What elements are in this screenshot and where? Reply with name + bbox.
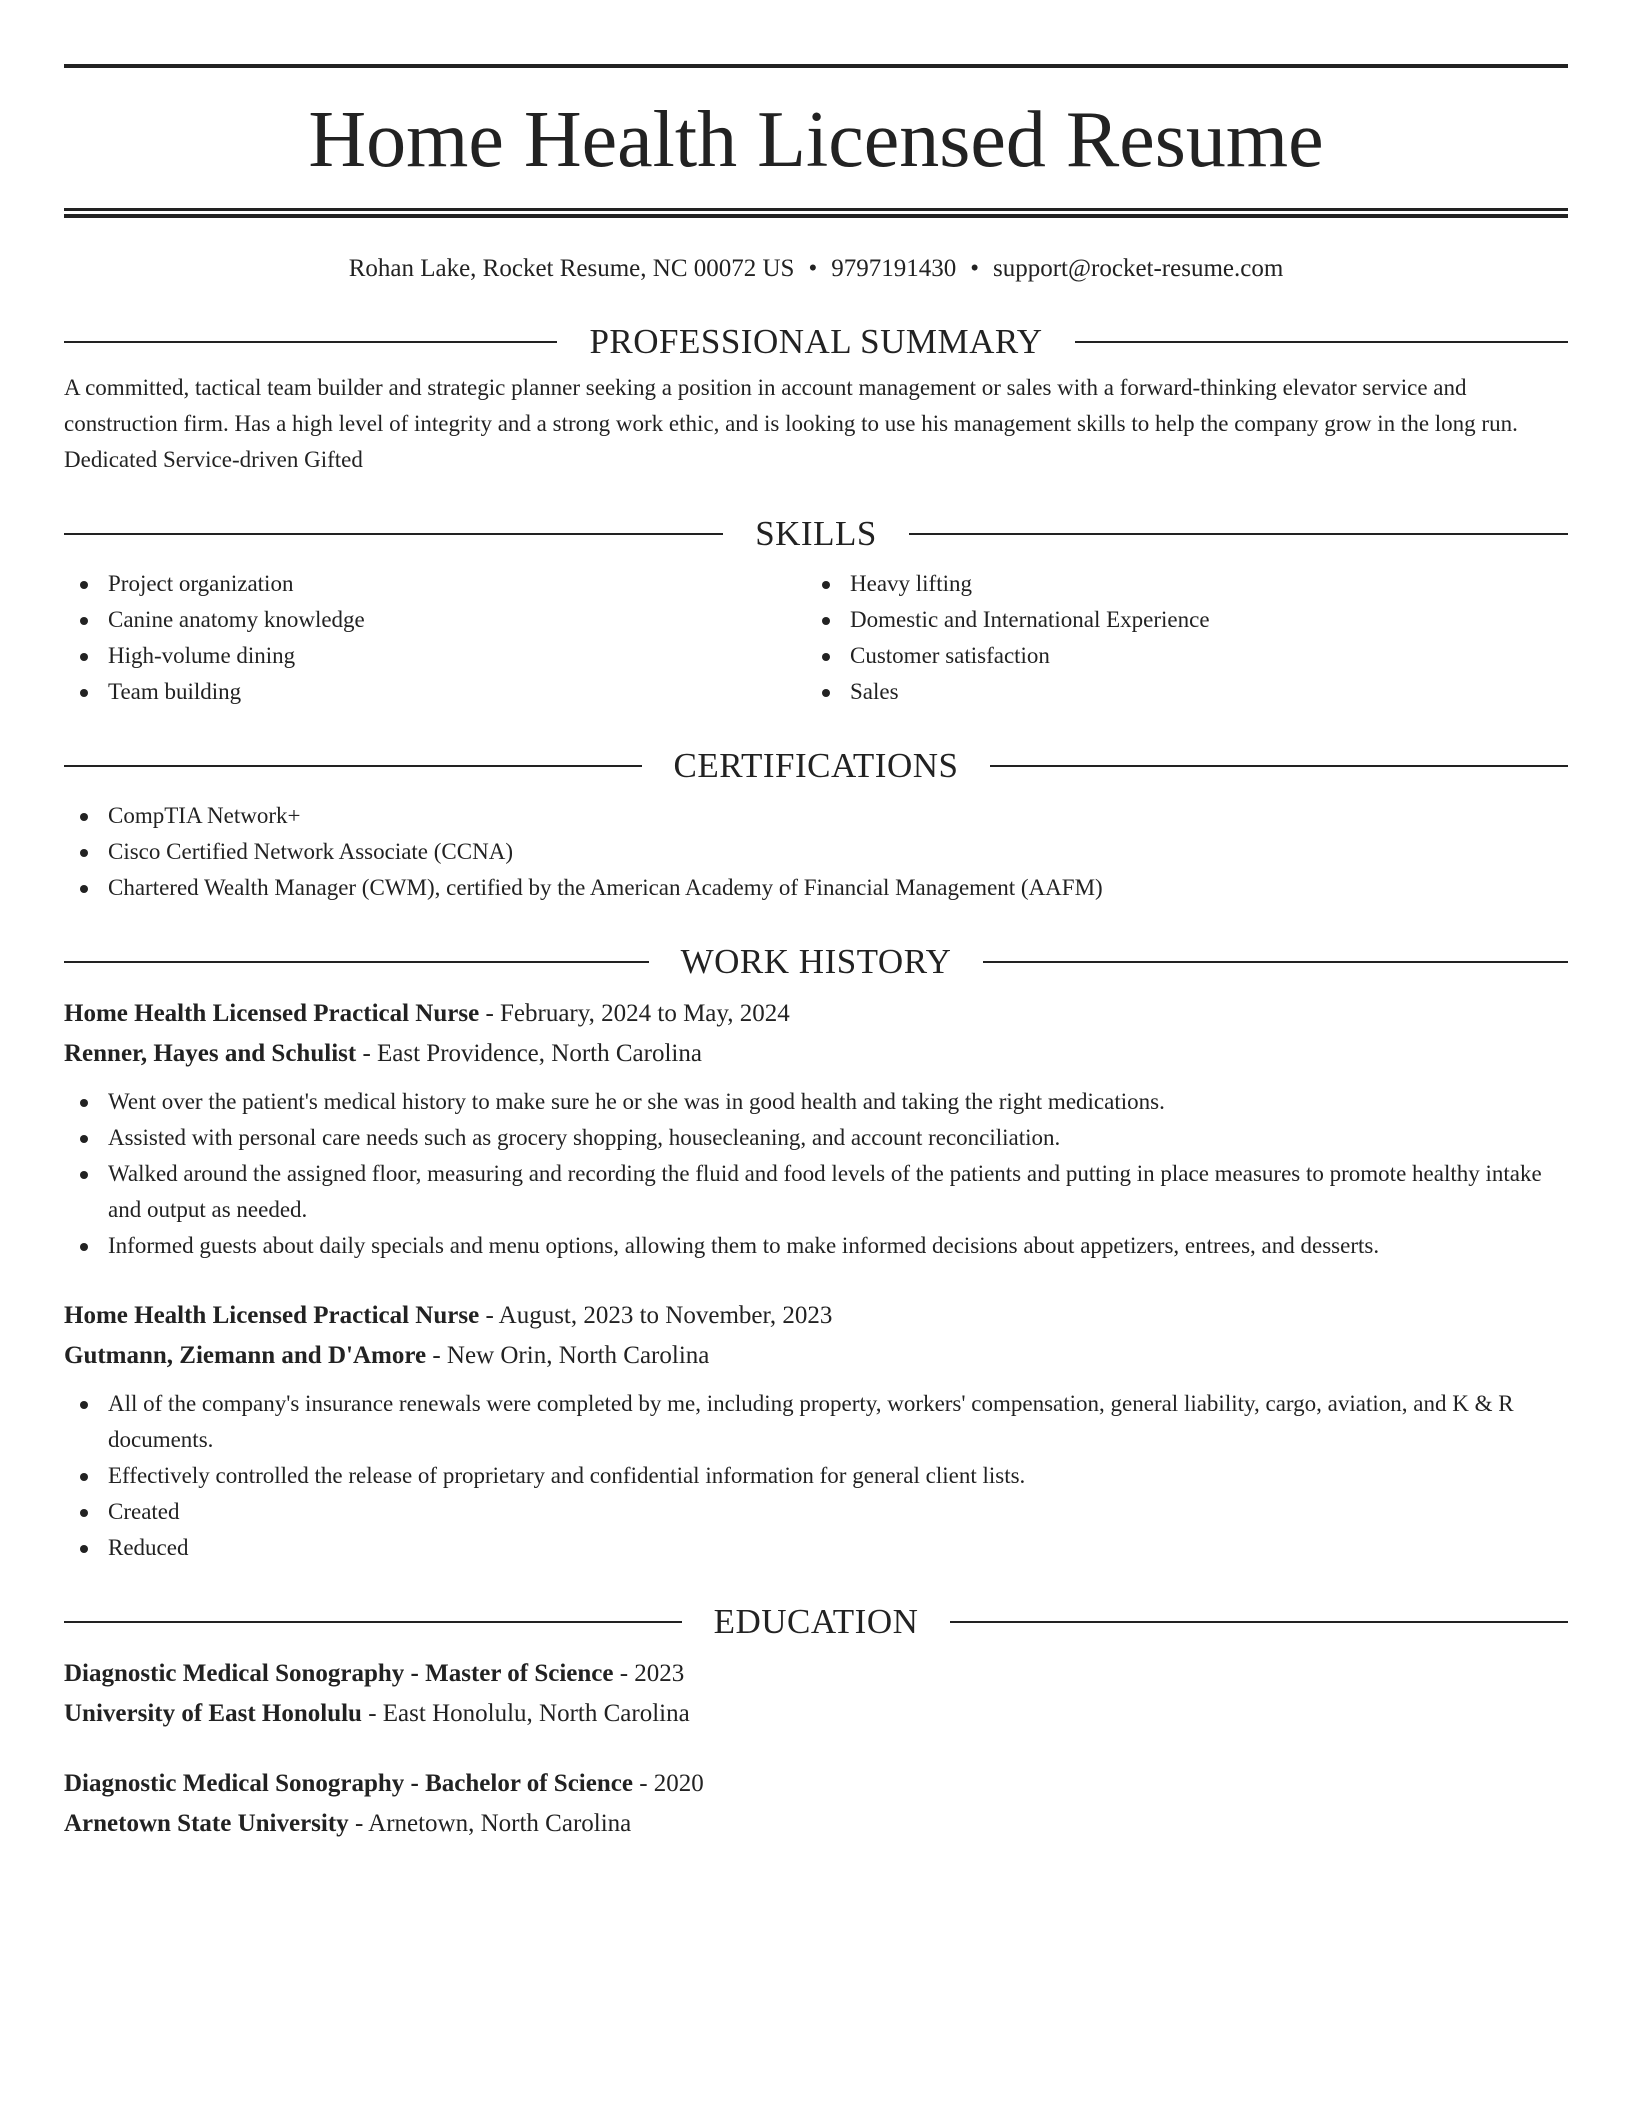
section-rule (950, 1621, 1568, 1623)
contact-line (64, 252, 1568, 286)
job-duties (64, 1084, 1568, 1264)
job-company-line (64, 1034, 1568, 1074)
education-year: - 2023 (613, 1660, 685, 1687)
section-title: WORK HISTORY (680, 942, 952, 981)
education-school: University of East Honolulu (64, 1700, 362, 1727)
job-duty-item: Walked around the assigned floor, measuring and recording the fluid and food levels of the patients and putting in place measures to promote healthy intake and output as needed. (64, 1156, 1568, 1228)
job-title-line (64, 994, 1568, 1034)
section-rule (64, 341, 557, 343)
job-duty-item: Effectively controlled the release of proprietary and confidential information for general client lists. (64, 1458, 1568, 1494)
section-heading-certifications (64, 744, 1568, 788)
section-rule (64, 533, 723, 535)
skill-item: High-volume dining (64, 638, 806, 674)
education-location: - East Honolulu, North Carolina (361, 1700, 690, 1727)
skill-item: Project organization (64, 566, 806, 602)
section-title: CERTIFICATIONS (673, 746, 959, 785)
section-title: EDUCATION (713, 1602, 919, 1641)
certification-item: CompTIA Network+ (64, 798, 1568, 834)
section-rule (990, 765, 1568, 767)
job-duty-item: Went over the patient's medical history to make sure he or she was in good health and taking the right medications. (64, 1084, 1568, 1120)
skills-list-left (64, 566, 806, 710)
section-heading-skills (64, 512, 1568, 556)
section-rule (64, 765, 642, 767)
skill-item: Domestic and International Experience (806, 602, 1548, 638)
education-degree-line (64, 1764, 1568, 1804)
skill-item: Heavy lifting (806, 566, 1548, 602)
job-dates: - August, 2023 to November, 2023 (479, 1302, 833, 1329)
job-location: - East Providence, North Carolina (356, 1040, 702, 1067)
job-duties (64, 1386, 1568, 1566)
education-degree: Diagnostic Medical Sonography - Master of Science (64, 1660, 614, 1687)
section-rule (909, 533, 1568, 535)
section-rule (64, 1621, 682, 1623)
summary-text: A committed, tactical team builder and strategic planner seeking a position in account management or sales with a forward-thinking elevator service and construction firm. Has a high level of integrity and a strong work ethic, and is looking to use his management skills to help the company grow in the long run. Dedicated Service-driven Gifted (64, 375, 1518, 472)
skill-item: Sales (806, 674, 1548, 710)
education-entry (64, 1764, 1568, 1844)
section-heading-education (64, 1600, 1568, 1644)
resume-title: Home Health Licensed Resume (308, 96, 1324, 184)
job-company: Gutmann, Ziemann and D'Amore (64, 1342, 427, 1369)
job-duty-item: Assisted with personal care needs such as grocery shopping, housecleaning, and account reconciliation. (64, 1120, 1568, 1156)
education-year: - 2020 (632, 1770, 704, 1797)
job-title: Home Health Licensed Practical Nurse (64, 1000, 480, 1027)
education-degree: Diagnostic Medical Sonography - Bachelor of Science (64, 1770, 633, 1797)
contact-phone: 9797191430 (831, 255, 957, 282)
certification-item: Chartered Wealth Manager (CWM), certified by the American Academy of Financial Management (AAFM) (64, 870, 1568, 906)
skills-grid (64, 566, 1568, 710)
skill-item: Customer satisfaction (806, 638, 1548, 674)
job-duty-item: Reduced (64, 1530, 1568, 1566)
section-rule (983, 961, 1568, 963)
contact-email: support@rocket-resume.com (993, 255, 1284, 282)
job-entry (64, 1296, 1568, 1566)
job-title-line (64, 1296, 1568, 1336)
section-rule (1075, 341, 1568, 343)
contact-separator: • (808, 255, 818, 282)
contact-address: Rohan Lake, Rocket Resume, NC 00072 US (348, 255, 795, 282)
education-location: - Arnetown, North Carolina (348, 1810, 632, 1837)
section-heading-summary (64, 320, 1568, 364)
education-degree-line (64, 1654, 1568, 1694)
section-title: SKILLS (755, 514, 877, 553)
top-rule (64, 64, 1568, 68)
education-school: Arnetown State University (64, 1810, 349, 1837)
title-double-rule (64, 208, 1568, 218)
certifications-list (64, 798, 1568, 906)
section-title: PROFESSIONAL SUMMARY (589, 322, 1043, 361)
job-location: - New Orin, North Carolina (426, 1342, 710, 1369)
education-entry (64, 1654, 1568, 1734)
education-school-line (64, 1694, 1568, 1734)
skills-list-right (806, 566, 1548, 710)
section-rule (64, 961, 649, 963)
skill-item: Canine anatomy knowledge (64, 602, 806, 638)
job-dates: - February, 2024 to May, 2024 (479, 1000, 790, 1027)
section-heading-work-history (64, 940, 1568, 984)
job-company: Renner, Hayes and Schulist (64, 1040, 357, 1067)
job-duty-item: All of the company's insurance renewals were completed by me, including property, workers' compensation, general liability, cargo, aviation, and K & R documents. (64, 1386, 1568, 1458)
job-title: Home Health Licensed Practical Nurse (64, 1302, 480, 1329)
contact-separator: • (970, 255, 979, 282)
job-duty-item: Created (64, 1494, 1568, 1530)
job-duty-item: Informed guests about daily specials and menu options, allowing them to make informed decisions about appetizers, entrees, and desserts. (64, 1228, 1568, 1264)
resume-page (64, 64, 1568, 1844)
skill-item: Team building (64, 674, 806, 710)
education-school-line (64, 1804, 1568, 1844)
certification-item: Cisco Certified Network Associate (CCNA) (64, 834, 1568, 870)
job-company-line (64, 1336, 1568, 1376)
job-entry (64, 994, 1568, 1264)
